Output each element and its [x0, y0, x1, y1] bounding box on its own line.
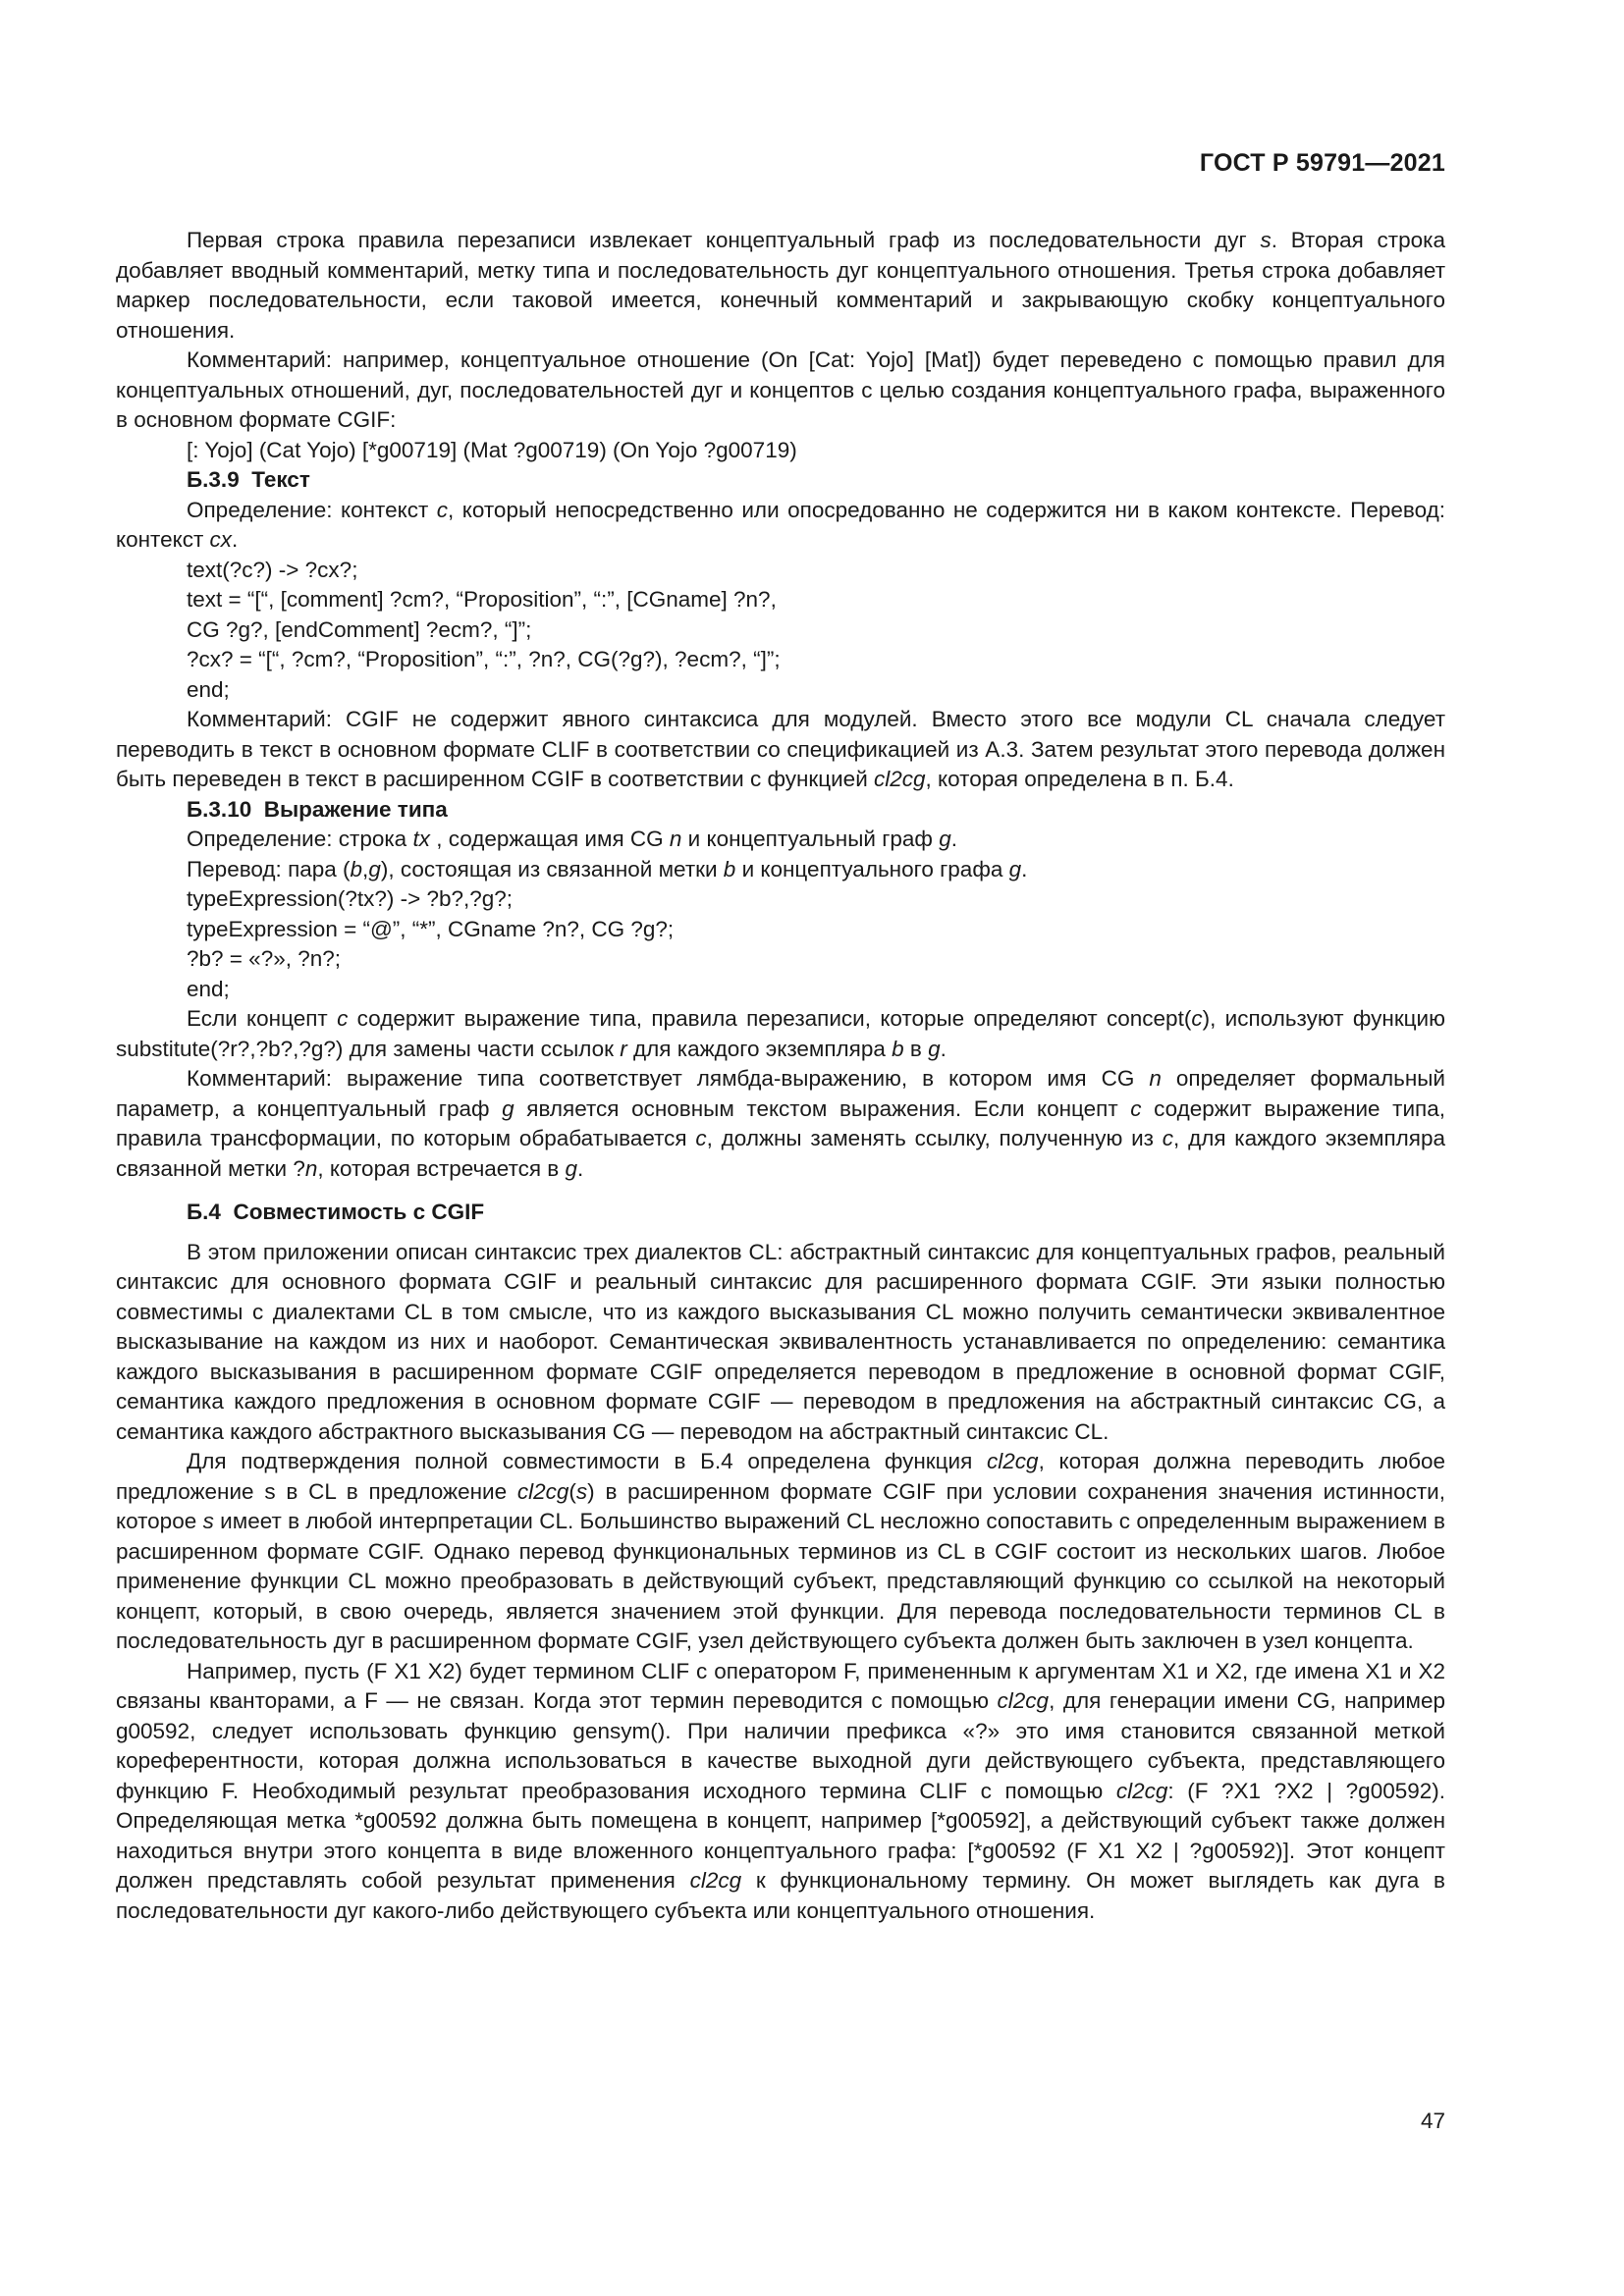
page-number: 47: [1420, 2109, 1445, 2133]
code-line: CG ?g?, [endComment] ?ecm?, “]”;: [187, 616, 532, 642]
code-line: Определение: строка tx , содержащая имя CG n и концептуальный граф g.: [187, 827, 957, 851]
code-line: typeExpression(?tx?) -> ?b?,?g?;: [187, 886, 514, 911]
code-line: Перевод: пара (b,g), состоящая из связанной метки b и концептуального графа g.: [187, 856, 1028, 881]
code-line: end;: [187, 976, 230, 1001]
paragraph: В этом приложении описан синтаксис трех диалектов CL: абстрактный синтаксис для концептуальных графов, реальный синтаксис для основного формата CGIF и реальный синтаксис для расширенного формата CGIF. Эти языки полностью совместимы с диалектами CL в том смысле, что из каждого высказывания CL можно получить семантически эквивалентное высказывание на каждом из них и наоборот. Семантическая эквивалентность устанавливается по определению: семантика каждого высказывания в расширенном формате CGIF определяется переводом в предложение в основной формат CGIF, семантика каждого предложения в основном формате CGIF — переводом в предложения на абстрактный синтаксис CG, а семантика каждого абстрактного высказывания CG — переводом на абстрактный синтаксис CL.: [116, 1239, 1445, 1444]
code-line: typeExpression = “@”, “*”, CGname ?n?, CG ?g?;: [187, 916, 675, 941]
code-line: end;: [187, 676, 230, 702]
paragraph: Комментарий: выражение типа соответствует лямбда-выражению, в котором имя CG n определяет формальный параметр, а концептуальный граф g является основным текстом выражения. Если концепт c содержит выражение типа, правила трансформации, по которым обрабатывается c, должны заменять ссылку, полученную из c, для каждого экземпляра связанной метки ?n, которая встречается в g.: [116, 1066, 1445, 1181]
paragraph: Определение: контекст c, который непосредственно или опосредованно не содержится ни в каком контексте. Перевод: контекст cx.: [116, 497, 1445, 552]
paragraph: Первая строка правила перезаписи извлекает концептуальный граф из последовательности дуг s. Вторая строка добавляет вводный комментарий, метку типа и последовательность дуг концептуального отношения. Третья строка добавляет маркер последовательности, если таковой имеется, конечный комментарий и закрывающую скобку концептуального отношения.: [116, 228, 1445, 343]
document-body: [116, 226, 1445, 1926]
code-line: ?b? = «?», ?n?;: [187, 946, 342, 971]
code-line: text = “[“, [comment] ?cm?, “Proposition”, “:”, [CGname] ?n?,: [187, 587, 777, 612]
section-heading: Б.4 Совместимость с CGIF: [187, 1200, 485, 1224]
code-line: text(?c?) -> ?cx?;: [187, 557, 358, 582]
subsection-heading: Б.3.9 Текст: [187, 467, 310, 492]
paragraph: Например, пусть (F X1 X2) будет термином CLIF с оператором F, примененным к аргументам X1 и X2, где имена X1 и X2 связаны кванторами, а F — не связан. Когда этот термин переводится с помощью cl2cg, для генерации имени CG, например g00592, следует использовать функцию gensym(). При наличии префикса «?» это имя становится связанной меткой кореферентности, которая должна использоваться в качестве выходной дуги действующего субъекта, представляющего функцию F. Необходимый результат преобразования исходного термина CLIF с помощью cl2cg: (F ?X1 ?X2 | ?g00592). Определяющая метка *g00592 должна быть помещена в концепт, например [*g00592], а действующий субъект также должен находиться внутри этого концепта в виде вложенного концептуального графа: [*g00592 (F X1 X2 | ?g00592)]. Этот концепт должен представлять собой результат применения cl2cg к функциональному термину. Он может выглядеть как дуга в последовательности дуг какого-либо действующего субъекта или концептуального отношения.: [116, 1658, 1446, 1923]
code-line: ?cx? = “[“, ?cm?, “Proposition”, “:”, ?n?, CG(?g?), ?ecm?, “]”;: [187, 647, 781, 671]
paragraph: Для подтверждения полной совместимости в Б.4 определена функция cl2cg, которая должна переводить любое предложение s в CL в предложение cl2cg(s) в расширенном формате CGIF при условии сохранения значения истинности, которое s имеет в любой интерпретации CL. Большинство выражений CL несложно сопоставить с определенным выражением в расширенном формате CGIF. Однако перевод функциональных терминов из CL в CGIF состоит из нескольких шагов. Любое применение функции CL можно преобразовать в действующий субъект, представляющий функцию со ссылкой на некоторый концепт, который, в свою очередь, является значением этой функции. Для перевода последовательности терминов CL в последовательность дуг в расширенном формате CGIF, узел действующего субъекта должен быть заключен в узел концепта.: [116, 1449, 1445, 1653]
code-line: [: Yojo] (Cat Yojo) [*g00719] (Mat ?g00719) (On Yojo ?g00719): [187, 437, 797, 462]
paragraph: Комментарий: например, концептуальное отношение (On [Cat: Yojo] [Mat]) будет переведено с помощью правил для концептуальных отношений, дуг, последовательностей дуг и концептов с целью создания концептуального графа, выраженного в основном формате CGIF:: [116, 347, 1445, 432]
subsection-heading: Б.3.10 Выражение типа: [187, 796, 448, 822]
paragraph: Комментарий: CGIF не содержит явного синтаксиса для модулей. Вместо этого все модули CL сначала следует переводить в текст в основном формате CLIF в соответствии со спецификацией из А.3. Затем результат этого перевода должен быть переведен в текст в расширенном CGIF в соответствии с функцией cl2cg, которая определена в п. Б.4.: [116, 707, 1445, 791]
paragraph: Если концепт c содержит выражение типа, правила перезаписи, которые определяют concept(c), используют функцию substitute(?r?,?b?,?g?) для замены части ссылок r для каждого экземпляра b в g.: [116, 1006, 1445, 1061]
document-header: ГОСТ Р 59791—2021: [1199, 149, 1445, 177]
